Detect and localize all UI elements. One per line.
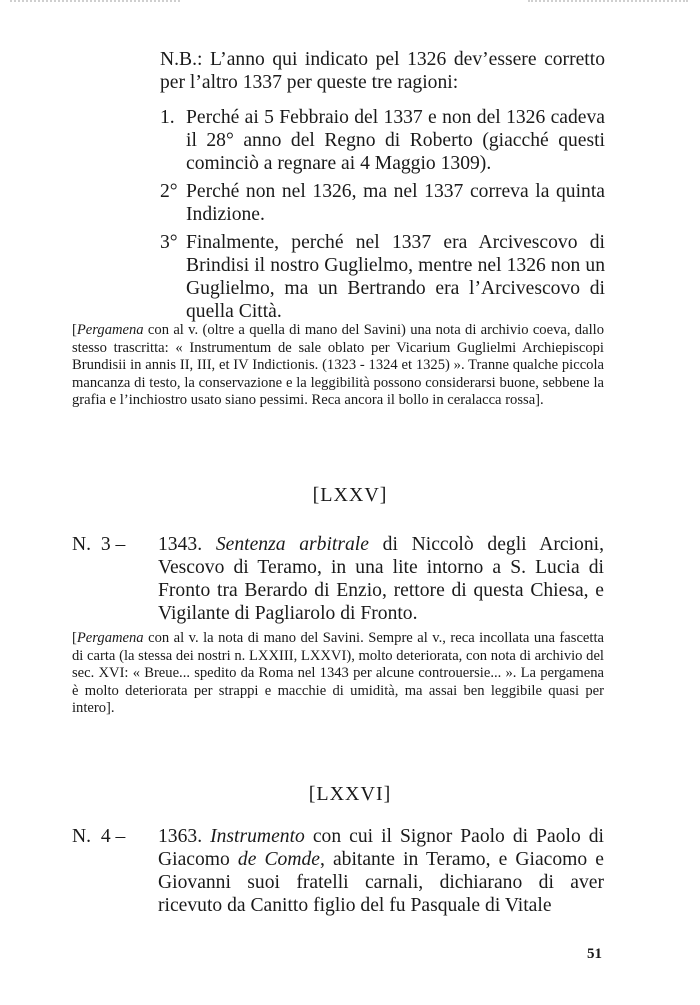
archival-note-2 — [72, 630, 604, 718]
reason-item — [160, 180, 605, 226]
entry-italic-name: de Comde — [237, 849, 320, 870]
section-heading-lxxv: [LXXV] — [312, 484, 388, 506]
reason-text: Finalmente, perché nel 1337 era Arcivescovo di Brindisi il nostro Guglielmo, mentre nel 1326 non un Guglielmo, ma un Bertrando era l’Arcivescovo di quella Città. — [186, 232, 605, 322]
note-italic-term: Pergamena — [76, 322, 144, 338]
reason-number: 2° — [160, 181, 178, 202]
nb-intro-text: N.B.: L’anno qui indicato pel 1326 dev’essere corretto per l’altro 1337 per queste tre ragioni: — [160, 49, 605, 93]
entry-title: Instrumento — [210, 826, 305, 847]
reason-text: Perché non nel 1326, ma nel 1337 correva la quinta Indizione. — [186, 181, 605, 225]
entry-description-part-a: con cui il Signor Paolo di Paolo di Giacomo — [158, 826, 604, 870]
nb-intro-paragraph — [160, 48, 605, 94]
reason-item — [160, 106, 605, 175]
entry-body — [158, 825, 604, 917]
entry-reference: N. 3 – — [72, 534, 126, 555]
reasons-list — [160, 106, 605, 328]
entry-description: di Niccolò degli Arcioni, Vescovo di Teramo, in una lite intorno a S. Lucia di Fronto tra Berardo di Enzio, rettore di questa Chiesa, e Vigilante di Pagliarolo di Fronto. — [158, 534, 604, 624]
entry-reference: N. 4 – — [72, 826, 126, 847]
note-italic-term: Pergamena — [76, 630, 144, 646]
entry-body — [158, 533, 604, 625]
entry-description-part-b: , abitante in Teramo, e Giacomo e Giovanni suoi fratelli carnali, dichiarano di aver ricevuto da Canitto figlio del fu Pasquale di Vitale — [158, 849, 604, 916]
section-heading-lxxvi: [LXXVI] — [308, 783, 392, 805]
reason-item — [160, 231, 605, 323]
archival-note-1 — [72, 322, 604, 410]
archival-note-1-text: [Pergamena con al v. (oltre a quella di mano del Savini) una nota di archivio coeva, dallo stesso trascritta: « Instrumentum de sale oblato per Vicarium Guglielmi Archiepiscopi Brundisii in annis II, III, et IV Indictionis. (1323 - 1324 et 1325) ». Tranne qualche piccola mancanza di testo, la conservazione e la leggibilità possono considerarsi buone, sebbene la grafia e l’inchiostro usato siano pessimi. Reca ancora il bollo in ceralacca rossa]. — [72, 322, 604, 409]
entry-year: 1363. — [158, 826, 203, 847]
top-edge-mark-right — [528, 0, 688, 5]
reason-text: Perché ai 5 Febbraio del 1337 e non del 1326 cadeva il 28° anno del Regno di Roberto (giacché questi cominciò a regnare ai 4 Maggio 1309). — [186, 107, 605, 174]
top-edge-mark-left — [10, 0, 180, 5]
document-entry-lxxvi — [72, 825, 604, 917]
reason-number: 3° — [160, 232, 178, 253]
entry-title: Sentenza arbitrale — [215, 534, 369, 555]
entry-year: 1343. — [158, 534, 203, 555]
document-entry-lxxv — [72, 533, 604, 625]
page-number: 51 — [587, 946, 602, 962]
archival-note-2-text: [Pergamena con al v. la nota di mano del Savini. Sempre al v., reca incollata una fascetta di carta (la stessa dei nostri n. LXXIII, LXXVI), molto deteriorata, con nota di archivio del sec. XVI: « Breue... spedito da Roma nel 1343 per alcune controuersie... ». La pergamena è molto deteriorata per strappi e macchie di umidità, ma assai ben leggibile quasi per intero]. — [72, 630, 604, 717]
reason-number: 1. — [160, 107, 175, 128]
